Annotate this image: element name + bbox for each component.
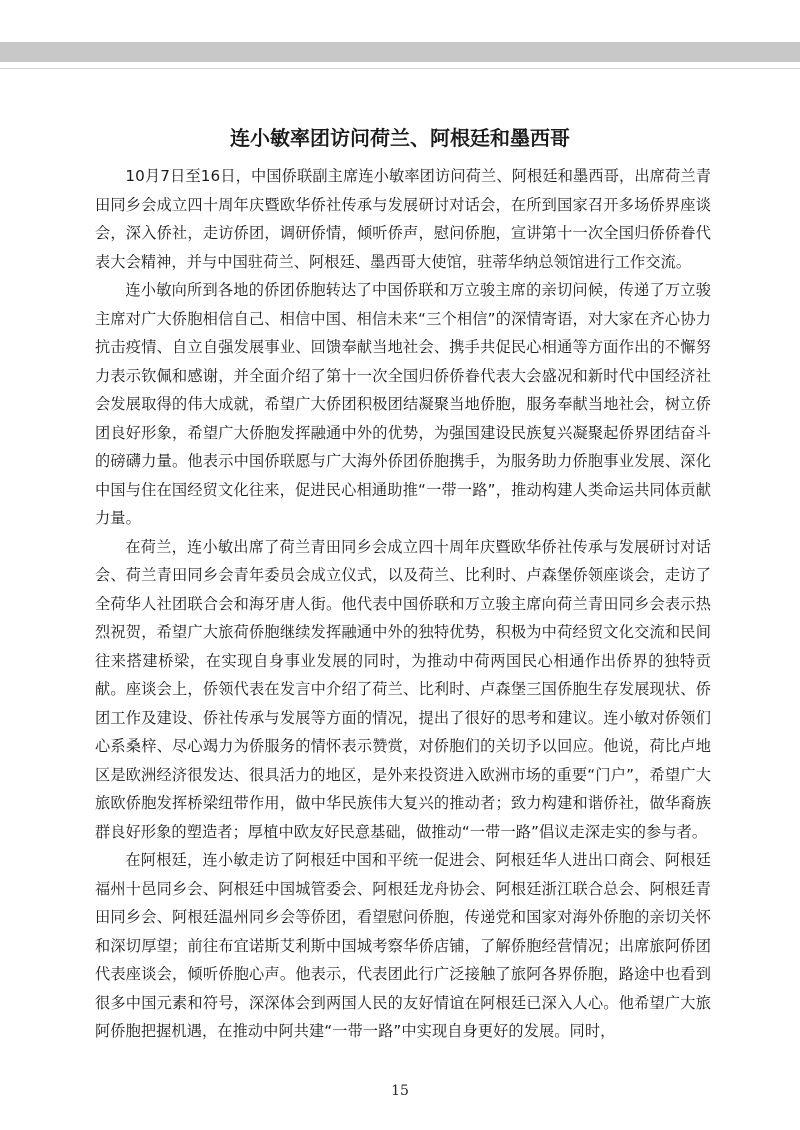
- publication-name: CHINESE CHAMBER OF COMMERCE INFORMATION: [390, 87, 696, 97]
- article-paragraph: 连小敏向所到各地的侨团侨胞转达了中国侨联和万立骏主席的亲切问候，传递了万立骏主席对广大侨胞相信自己、相信中国、相信未来“三个相信”的深情寄语，对大家在齐心协力抗击疫情、自立自强发展事业、回馈奉献当地社会、携手共促民心相通等方面作出的不懈努力表示钦佩和感谢，并全面介绍了第十一次全国归侨侨眷代表大会盛况和新时代中国经济社会发展取得的伟大成就，希望广大侨团积极团结凝聚当地侨胞，服务奉献当地社会，树立侨团良好形象，希望广大侨胞发挥融通中外的优势，为强国建设民族复兴凝聚起侨界团结奋斗的磅礴力量。他表示中国侨联愿与广大海外侨团侨胞携手，为服务助力侨胞事业发展、深化中国与住在国经贸文化往来，促进民心相通助推“一带一路”，推动构建人类命运共同体贡献力量。: [95, 281, 711, 527]
- article-paragraph: 10月7日至16日，中国侨联副主席连小敏率团访问荷兰、阿根廷和墨西哥，出席荷兰青田同乡会成立四十周年庆暨欧华侨社传承与发展研讨对话会，在所到国家召开多场侨界座谈会，深入侨社，走访侨团，调研侨情，倾听侨声，慰问侨胞，宣讲第十一次全国归侨侨眷代表大会精神，并与中国驻荷兰、阿根廷、墨西哥大使馆，驻蒂华纳总领馆进行工作交流。: [95, 167, 711, 271]
- page-number: 15: [391, 1083, 409, 1099]
- article-body: [95, 162, 711, 1046]
- header-divider: [0, 68, 800, 69]
- article-title: 连小敏率团访问荷兰、阿根廷和墨西哥: [230, 126, 570, 150]
- header-band: [0, 42, 800, 97]
- article-paragraph: 在阿根廷，连小敏走访了阿根廷中国和平统一促进会、阿根廷华人进出口商会、阿根廷福州十邑同乡会、阿根廷中国城管委会、阿根廷龙舟协会、阿根廷浙江联合总会、阿根廷青田同乡会、阿根廷温州同乡会等侨团，看望慰问侨胞，传递党和国家对海外侨胞的亲切关怀和深切厚望；前往布宜诺斯艾利斯中国城考察华侨店铺，了解侨胞经营情况；出席旅阿侨团代表座谈会，倾听侨胞心声。他表示，代表团此行广泛接触了旅阿各界侨胞，路途中也看到很多中国元素和符号，深深体会到两国人民的友好情谊在阿根廷已深入人心。他希望广大旅阿侨胞把握机遇，在推动中阿共建“一带一路”中实现自身更好的发展。同时，: [95, 851, 711, 1040]
- article-paragraph: 在荷兰，连小敏出席了荷兰青田同乡会成立四十周年庆暨欧华侨社传承与发展研讨对话会、荷兰青田同乡会青年委员会成立仪式，以及荷兰、比利时、卢森堡侨领座谈会，走访了全荷华人社团联合会和海牙唐人街。他代表中国侨联和万立骏主席向荷兰青田同乡会表示热烈祝贺，希望广大旅荷侨胞继续发挥融通中外的独特优势，积极为中荷经贸文化交流和民间往来搭建桥梁，在实现自身事业发展的同时，为推动中荷两国民心相通作出侨界的独特贡献。座谈会上，侨领代表在发言中介绍了荷兰、比利时、卢森堡三国侨胞生存发展现状、侨团工作及建设、侨社传承与发展等方面的情况，提出了很好的思考和建议。连小敏对侨领们心系桑梓、尽心竭力为侨服务的情怀表示赞赏，对侨胞们的关切予以回应。他说，荷比卢地区是欧洲经济很发达、很具活力的地区，是外来投资进入欧洲市场的重要“门户”，希望广大旅欧侨胞发挥桥梁纽带作用，做中华民族伟大复兴的推动者；致力构建和谐侨社，做华裔族群良好形象的塑造者；厚植中欧友好民意基础，做推动“一带一路”倡议走深走实的参与者。: [95, 537, 711, 841]
